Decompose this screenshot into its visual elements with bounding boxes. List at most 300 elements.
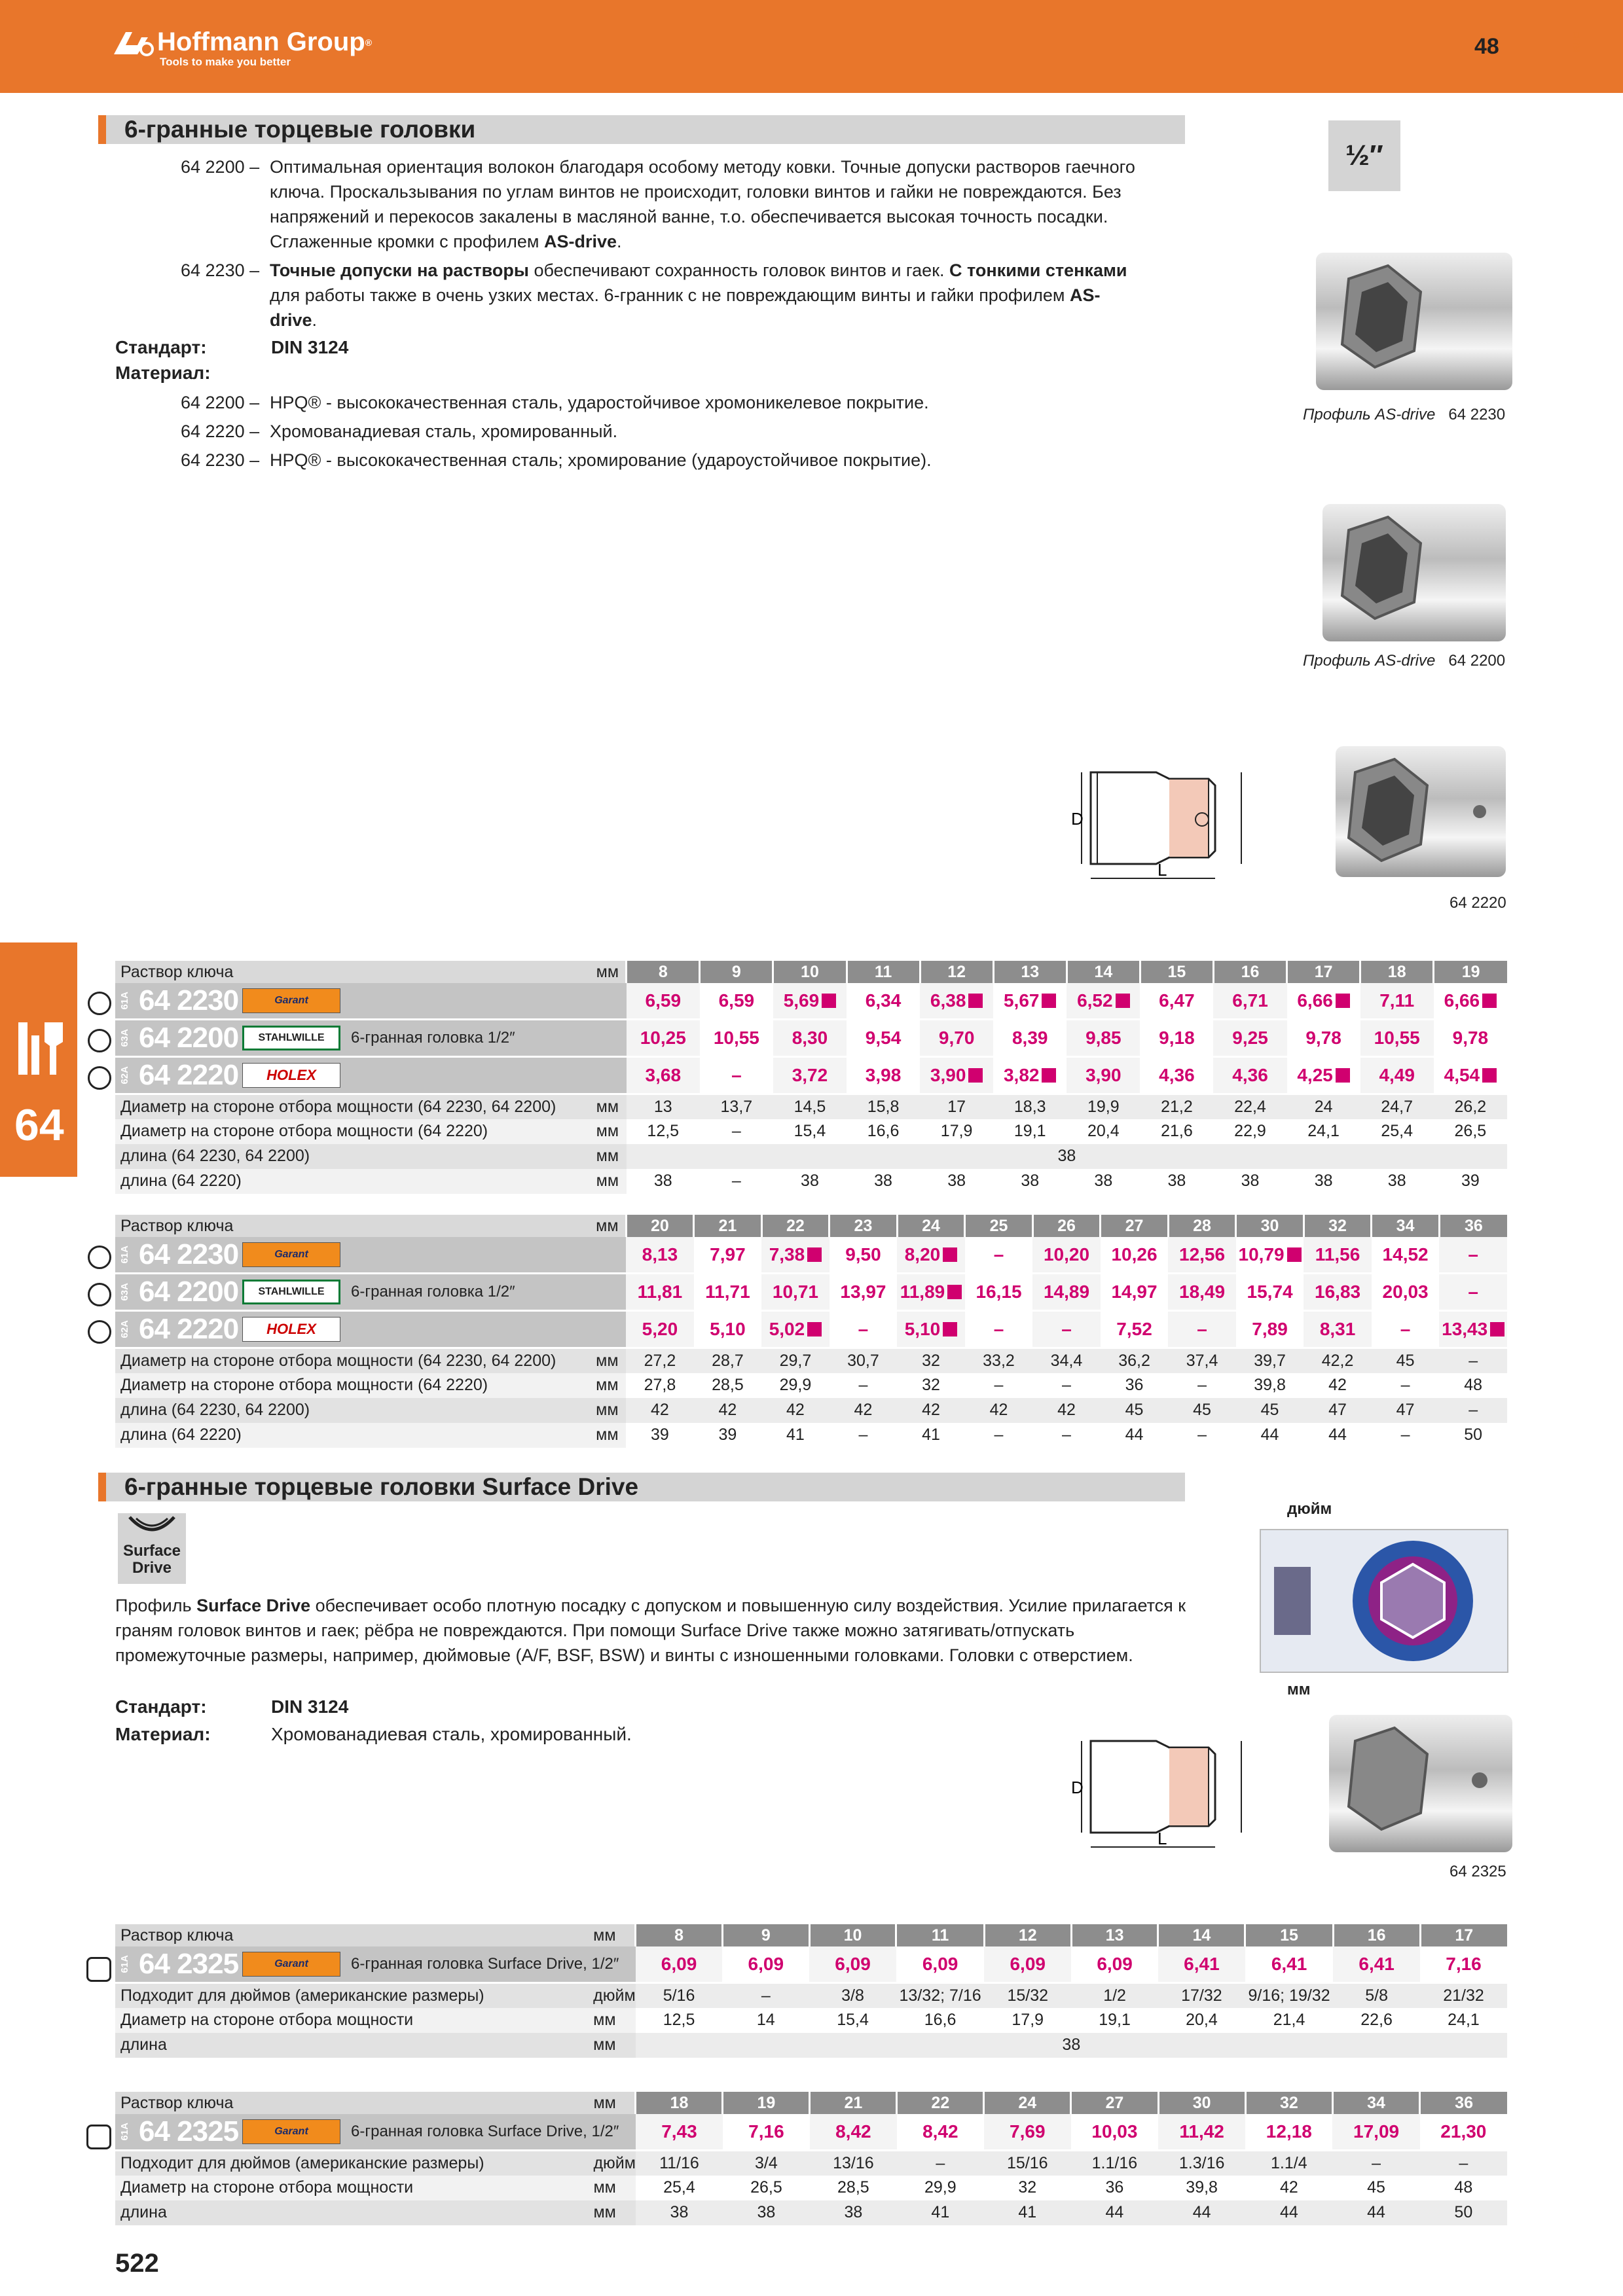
spec-value: 22,9	[1213, 1119, 1286, 1144]
spec-unit: мм	[591, 2176, 636, 2200]
table-sizes-8-19	[115, 961, 1507, 1194]
product-code[interactable]: 64 2200	[139, 1276, 239, 1308]
spec-value: 42	[694, 1398, 762, 1423]
price-value: 6,09	[922, 1954, 958, 1974]
price-cell	[1168, 1237, 1236, 1274]
product-code[interactable]: 64 2200	[139, 1022, 239, 1054]
p2-bold1: Точные допуски на растворы	[270, 260, 529, 280]
size-cell: 14	[1067, 961, 1140, 983]
table-header-row	[115, 2092, 1507, 2114]
price-value: 3,82	[1003, 1065, 1040, 1085]
spec-value: 39	[1434, 1169, 1507, 1194]
section-title-2: 6-гранные торцевые головки Surface Drive	[98, 1473, 1185, 1501]
spec-value: 45	[1372, 1348, 1440, 1373]
spec-value: 19,1	[1071, 2008, 1158, 2033]
spec-row	[115, 2033, 1507, 2058]
spec-value: 29,9	[897, 2176, 984, 2200]
caption-italic: Профиль AS-drive	[1303, 652, 1436, 670]
price-value: 8,31	[1319, 1319, 1356, 1339]
socket-image-642230	[1316, 253, 1512, 390]
price-cell	[626, 1311, 694, 1348]
product-code[interactable]: 64 2325	[139, 2115, 239, 2147]
price-value: 4,49	[1379, 1065, 1415, 1085]
size-cell: 10	[773, 961, 847, 983]
product-vcode: 62A	[119, 1320, 130, 1338]
price-cell	[627, 1057, 700, 1094]
spec-value: 15/16	[984, 2151, 1071, 2176]
spec-value: 44	[1071, 2200, 1158, 2225]
price-value: –	[1468, 1244, 1478, 1265]
price-cell	[627, 983, 700, 1020]
caption-642325: 64 2325	[1450, 1863, 1506, 1880]
price-value: –	[1061, 1319, 1072, 1339]
spec-value: 1/2	[1071, 1983, 1158, 2008]
spec-value: 29,9	[761, 1373, 830, 1398]
price-cell	[1372, 1311, 1440, 1348]
spec-unit: мм	[591, 2008, 636, 2033]
spec-value: 21,4	[1245, 2008, 1333, 2033]
size-cell: 36	[1420, 2092, 1507, 2114]
product-row	[115, 1057, 1507, 1094]
brand-logo: Garant	[242, 2119, 340, 2144]
spec-value: –	[1032, 1373, 1101, 1398]
table-surface-18-36	[115, 2092, 1507, 2225]
price-value: 5,10	[904, 1319, 941, 1339]
price-cell	[722, 1946, 809, 1983]
p2-bold3: AS-drive	[270, 285, 1101, 330]
dim-l-label: L	[1158, 1829, 1167, 1848]
price-cell	[773, 1020, 847, 1057]
price-cell	[1439, 1237, 1507, 1274]
material-text: Хромованадиевая сталь, хромированный.	[270, 422, 618, 441]
price-value: –	[1197, 1319, 1207, 1339]
price-cell	[626, 1237, 694, 1274]
size-cell: 26	[1032, 1215, 1101, 1237]
price-value: 5,69	[783, 990, 820, 1011]
price-value: 10,26	[1111, 1244, 1158, 1265]
price-cell	[700, 983, 773, 1020]
price-value: 5,67	[1003, 990, 1040, 1011]
new-item-mark	[1042, 994, 1056, 1008]
size-cell: 36	[1439, 1215, 1507, 1237]
product-vcode: 61A	[119, 1246, 130, 1264]
price-value: 3,98	[865, 1065, 902, 1085]
size-cell: 15	[1140, 961, 1213, 983]
dim-d-label: D	[1071, 809, 1084, 829]
price-value: 6,59	[718, 990, 755, 1011]
select-octagon-642325-b[interactable]	[86, 2125, 111, 2149]
drive-size-badge: ½″	[1328, 120, 1400, 191]
table-header-row	[115, 1215, 1507, 1237]
price-value: 11,89	[900, 1282, 945, 1302]
select-circle-642200-b[interactable]	[88, 1283, 111, 1306]
price-value: 6,34	[865, 990, 902, 1011]
spec-value: 47	[1372, 1398, 1440, 1423]
spec-value: 42	[897, 1398, 965, 1423]
price-value: 12,18	[1266, 2121, 1312, 2142]
spec-value: –	[830, 1423, 898, 1448]
spec-value: 13/16	[810, 2151, 897, 2176]
spec-value: –	[830, 1373, 898, 1398]
size-cell: 13	[1071, 1924, 1158, 1946]
spec-unit: мм	[593, 1348, 626, 1373]
spec-label: Диаметр на стороне отбора мощности (64 2230, 64 2200)	[115, 1348, 593, 1373]
price-cell	[1236, 1274, 1304, 1311]
spec-value: –	[965, 1373, 1033, 1398]
caption-642230	[1303, 406, 1505, 424]
spec-label: длина (64 2230, 64 2200)	[115, 1398, 593, 1423]
size-cell: 10	[809, 1924, 896, 1946]
price-cell	[830, 1311, 898, 1348]
spec-value: 44	[1245, 2200, 1332, 2225]
price-value: 4,54	[1444, 1065, 1480, 1085]
price-value: 13,97	[840, 1282, 886, 1302]
spec-value: 44	[1332, 2200, 1419, 2225]
spec-label: Подходит для дюймов (американские размеры)	[115, 2151, 591, 2176]
size-cell: 9	[722, 1924, 809, 1946]
price-cell	[1236, 1237, 1304, 1274]
spec-value: 15,8	[847, 1094, 920, 1119]
price-value: 4,25	[1297, 1065, 1333, 1085]
price-value: 10,79	[1238, 1244, 1285, 1265]
price-cell	[1287, 1020, 1360, 1057]
spec-value: 41	[897, 1423, 965, 1448]
label-mm: мм	[1287, 1681, 1311, 1698]
p1-code: 64 2200 –	[181, 157, 260, 177]
price-cell	[1304, 1237, 1372, 1274]
spec-label: Подходит для дюймов (американские размеры)	[115, 1983, 591, 2008]
price-cell	[1434, 1020, 1507, 1057]
spec-unit: дюйм	[591, 2151, 636, 2176]
price-cell	[1420, 2114, 1507, 2151]
spec-value: 37,4	[1168, 1348, 1236, 1373]
product-row	[115, 1946, 1507, 1983]
price-cell	[984, 2114, 1071, 2151]
spec-value: 36,2	[1101, 1348, 1169, 1373]
spec-value: 28,5	[694, 1373, 762, 1398]
price-value: 9,78	[1305, 1028, 1341, 1048]
price-cell	[1213, 983, 1286, 1020]
spec-value: 32	[897, 1373, 965, 1398]
price-value: 8,39	[1012, 1028, 1048, 1048]
size-cell: 24	[897, 1215, 965, 1237]
price-value: 10,03	[1091, 2121, 1138, 2142]
socket-image-642200	[1322, 504, 1506, 641]
product-row	[115, 2114, 1507, 2151]
spec-unit: мм	[593, 1398, 626, 1423]
new-item-mark	[1042, 1068, 1056, 1083]
p-bold: Surface Drive	[196, 1596, 311, 1615]
product-cell	[115, 2114, 636, 2151]
badge-line1: Surface	[122, 1542, 181, 1560]
size-cell: 9	[700, 961, 773, 983]
spec-value: 20,4	[1067, 1119, 1140, 1144]
material-code: 64 2230 –	[181, 450, 260, 470]
price-cell	[1304, 1311, 1372, 1348]
spec-value: 9/16; 19/32	[1245, 1983, 1333, 2008]
price-value: 21,30	[1440, 2121, 1487, 2142]
section-title-1: 6-гранные торцевые головки	[98, 115, 1185, 144]
spec-value: 36	[1101, 1373, 1169, 1398]
spec-row	[115, 1423, 1507, 1448]
size-cell: 16	[1213, 961, 1286, 983]
new-item-mark	[943, 1322, 957, 1336]
material-text: HPQ® - высококачественная сталь, ударостойчивое хромоникелевое покрытие.	[270, 393, 929, 412]
product-code[interactable]: 64 2220	[139, 1313, 239, 1345]
brand-name: Hoffmann Group	[157, 27, 365, 56]
price-value: 7,16	[1446, 1954, 1482, 1974]
price-cell	[1372, 1237, 1440, 1274]
p2-text1: обеспечивают сохранность головок винтов и гаек.	[528, 260, 950, 280]
head-label: Раствор ключа	[115, 961, 594, 983]
spec-unit: мм	[591, 2200, 636, 2225]
price-cell	[1140, 983, 1213, 1020]
price-cell	[920, 983, 993, 1020]
price-value: 8,42	[922, 2121, 958, 2142]
size-cell: 34	[1372, 1215, 1440, 1237]
new-item-mark	[968, 994, 983, 1008]
spec-value: 44	[1304, 1423, 1372, 1448]
spec-value: 42	[761, 1398, 830, 1423]
spec-value: 26,5	[723, 2176, 810, 2200]
product-vcode: 62A	[119, 1066, 130, 1085]
surface-drive-icon	[126, 1513, 178, 1539]
spec-value: 27,8	[626, 1373, 694, 1398]
spec-label: длина (64 2220)	[115, 1169, 594, 1194]
price-cell	[1140, 1057, 1213, 1094]
standard-label: Стандарт:	[115, 1696, 207, 1717]
price-cell	[965, 1311, 1033, 1348]
spec-value: 17,9	[984, 2008, 1071, 2033]
price-cell	[1333, 1946, 1420, 1983]
spec-value: 16,6	[896, 2008, 984, 2033]
spec-value: –	[1372, 1423, 1440, 1448]
product-code[interactable]: 64 2230	[139, 984, 239, 1016]
price-cell	[984, 1946, 1071, 1983]
spec-value: –	[700, 1169, 773, 1194]
spec-value: 24,7	[1360, 1094, 1434, 1119]
spec-value: 24,1	[1420, 2008, 1507, 2033]
product-cell	[115, 1274, 626, 1311]
price-cell	[830, 1274, 898, 1311]
caption-642200	[1303, 652, 1505, 670]
price-cell	[1213, 1057, 1286, 1094]
spec-row	[115, 1348, 1507, 1373]
price-cell	[636, 2114, 723, 2151]
price-cell	[847, 983, 920, 1020]
size-cell: 24	[984, 2092, 1071, 2114]
price-cell	[1332, 2114, 1419, 2151]
spec-value: 41	[897, 2200, 984, 2225]
spec-value: –	[1332, 2151, 1419, 2176]
new-item-mark	[1482, 994, 1497, 1008]
price-cell	[1287, 1057, 1360, 1094]
socket-image-642325	[1329, 1715, 1512, 1852]
spec-unit: мм	[591, 2033, 636, 2058]
spec-value: 29,7	[761, 1348, 830, 1373]
caption-code: 64 2230	[1448, 406, 1506, 423]
material-value: Хромованадиевая сталь, хромированный.	[271, 1724, 632, 1744]
spec-value: –	[1439, 1348, 1507, 1373]
product-code[interactable]: 64 2230	[139, 1238, 239, 1270]
size-cell: 17	[1420, 1924, 1507, 1946]
spec-value: 42	[830, 1398, 898, 1423]
price-value: 10,20	[1043, 1244, 1090, 1265]
price-cell	[1032, 1237, 1101, 1274]
brand-tagline: Tools to make you better	[160, 56, 291, 68]
caption-642220: 64 2220	[1450, 894, 1506, 912]
head-unit: мм	[591, 1924, 636, 1946]
brand-logo: Garant	[242, 988, 340, 1013]
spec-value: 16,6	[847, 1119, 920, 1144]
price-cell	[810, 2114, 897, 2151]
spec-value: –	[1168, 1423, 1236, 1448]
spec-value: 14	[722, 2008, 809, 2033]
new-item-mark	[1336, 1068, 1350, 1083]
size-cell: 17	[1287, 961, 1360, 983]
spec-value: 38	[773, 1169, 847, 1194]
price-cell	[761, 1274, 830, 1311]
size-cell: 34	[1332, 2092, 1419, 2114]
material-code: 64 2200 –	[181, 393, 260, 412]
spec-label: Диаметр на стороне отбора мощности	[115, 2008, 591, 2033]
size-cell: 23	[830, 1215, 898, 1237]
spec-row	[115, 1144, 1507, 1169]
spec-value: 17,9	[920, 1119, 993, 1144]
price-cell	[1158, 2114, 1245, 2151]
price-cell	[1360, 1020, 1434, 1057]
price-value: 4,36	[1232, 1065, 1268, 1085]
price-value: 11,81	[637, 1282, 683, 1302]
head-unit: мм	[593, 1215, 626, 1237]
dim-d-label: D	[1071, 1778, 1084, 1797]
price-cell	[965, 1237, 1033, 1274]
select-circle-642230-b[interactable]	[88, 1246, 111, 1269]
product-code[interactable]: 64 2325	[139, 1948, 239, 1980]
select-octagon-642325[interactable]	[86, 1957, 111, 1982]
p2-text2: для работы также в очень узких местах. 6-гранник с не повреждающим винты и гайки профилем	[270, 285, 1070, 305]
select-circle-642230[interactable]	[88, 992, 111, 1015]
p1-bold: AS-drive	[543, 232, 617, 251]
price-value: 7,43	[661, 2121, 697, 2142]
spec-value: 36	[1071, 2176, 1158, 2200]
price-value: 6,66	[1444, 990, 1480, 1011]
spec-value: 1.1/4	[1245, 2151, 1332, 2176]
select-circle-642220-b[interactable]	[88, 1320, 111, 1344]
product-cell	[115, 1946, 636, 1983]
spec-value: 34,4	[1032, 1348, 1101, 1373]
spec-value: 28,7	[694, 1348, 762, 1373]
size-cell: 21	[694, 1215, 762, 1237]
new-item-mark	[1287, 1247, 1302, 1262]
size-cell: 32	[1245, 2092, 1332, 2114]
spec-value: 38	[1360, 1169, 1434, 1194]
price-value: 12,56	[1179, 1244, 1226, 1265]
price-cell	[1236, 1311, 1304, 1348]
chapter-number: 64	[14, 1100, 64, 1150]
spec-value: 41	[984, 2200, 1071, 2225]
size-cell: 16	[1333, 1924, 1420, 1946]
price-cell	[920, 1020, 993, 1057]
price-value: 7,16	[748, 2121, 784, 2142]
size-cell: 20	[626, 1215, 694, 1237]
price-cell	[1245, 2114, 1332, 2151]
spec-value: 26,2	[1434, 1094, 1507, 1119]
price-value: 6,38	[930, 990, 966, 1011]
product-code[interactable]: 64 2220	[139, 1059, 239, 1091]
spec-value: –	[722, 1983, 809, 2008]
spec-value: 32	[897, 1348, 965, 1373]
price-value: 8,42	[835, 2121, 871, 2142]
spec-value: 12,5	[636, 2008, 723, 2033]
spec-unit: мм	[594, 1144, 627, 1169]
price-value: –	[1400, 1319, 1411, 1339]
select-circle-642220[interactable]	[88, 1066, 111, 1090]
standard-row-1	[115, 335, 348, 360]
product-desc: 6-гранная головка 1/2″	[351, 1029, 515, 1047]
spec-row	[115, 1398, 1507, 1423]
price-value: 13,43	[1442, 1319, 1488, 1339]
price-value: –	[993, 1319, 1004, 1339]
spec-value: 38	[1213, 1169, 1286, 1194]
price-cell	[920, 1057, 993, 1094]
price-value: 10,55	[713, 1028, 759, 1048]
spec-row	[115, 2200, 1507, 2225]
price-value: 7,89	[1252, 1319, 1288, 1339]
spec-value: 18,3	[993, 1094, 1067, 1119]
size-cell: 30	[1158, 2092, 1245, 2114]
price-cell	[1287, 983, 1360, 1020]
price-value: 4,36	[1159, 1065, 1195, 1085]
spec-value: 42	[1032, 1398, 1101, 1423]
size-cell: 32	[1304, 1215, 1372, 1237]
dimension-drawing-2	[1071, 1728, 1254, 1852]
spec-unit: мм	[593, 1373, 626, 1398]
price-value: 6,41	[1271, 1954, 1307, 1974]
product-desc: 6-гранная головка 1/2″	[351, 1283, 515, 1300]
spec-value: 38	[627, 1144, 1507, 1169]
price-value: 6,09	[661, 1954, 697, 1974]
price-value: 9,25	[1232, 1028, 1268, 1048]
spec-value: 42	[1245, 2176, 1332, 2200]
price-cell	[896, 1946, 984, 1983]
material-code: 64 2220 –	[181, 422, 260, 441]
price-value: –	[1468, 1282, 1478, 1302]
price-cell	[1032, 1311, 1101, 1348]
price-cell	[1032, 1274, 1101, 1311]
spec-value: 44	[1101, 1423, 1169, 1448]
spec-value: 21/32	[1420, 1983, 1507, 2008]
price-value: 9,70	[938, 1028, 975, 1048]
spec-value: 17	[920, 1094, 993, 1119]
spec-value: 44	[1236, 1423, 1304, 1448]
price-cell	[1304, 1274, 1372, 1311]
select-circle-642200[interactable]	[88, 1029, 111, 1052]
price-value: 6,71	[1232, 990, 1268, 1011]
spec-row	[115, 1373, 1507, 1398]
spec-value: 38	[1067, 1169, 1140, 1194]
new-item-mark	[1482, 1068, 1497, 1083]
price-cell	[830, 1237, 898, 1274]
standard-label: Стандарт:	[115, 337, 207, 357]
spec-value: 42	[965, 1398, 1033, 1423]
spec-value: 45	[1332, 2176, 1419, 2200]
size-cell: 14	[1158, 1924, 1245, 1946]
spec-value: 41	[761, 1423, 830, 1448]
price-value: 6,09	[835, 1954, 871, 1974]
spec-value: 38	[810, 2200, 897, 2225]
dimension-drawing-1	[1071, 759, 1254, 884]
